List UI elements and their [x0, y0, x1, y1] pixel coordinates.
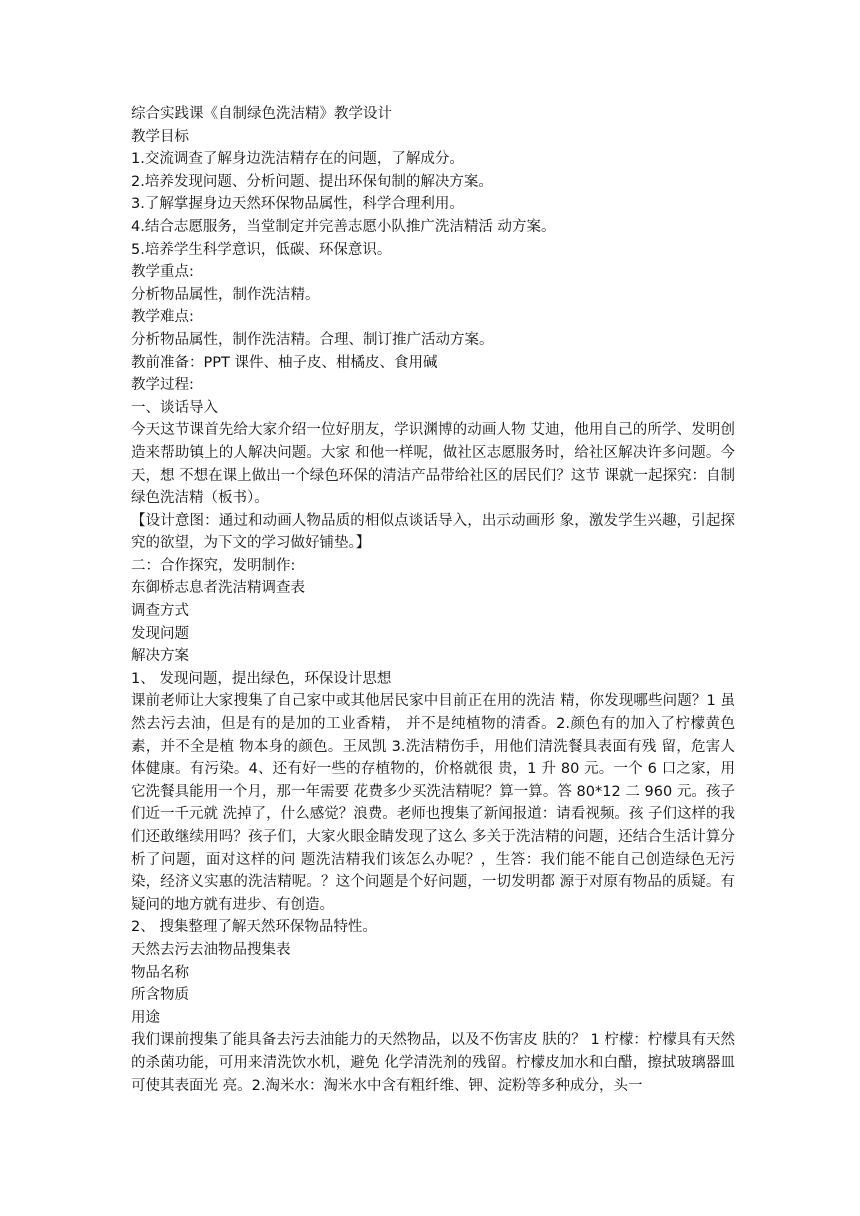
document-title: 综合实践课《自制绿色洗洁精》教学设计 [131, 106, 392, 122]
process-heading: 教学过程: [131, 377, 194, 394]
key-points-text: 分析物品属性，制作洗洁精。 [131, 286, 320, 303]
key-points-heading: 教学重点: [131, 264, 194, 281]
items-column-label: 所含物质 [131, 987, 189, 1004]
goal-item: 5.培养学生科学意识，低碳、环保意识。 [131, 241, 392, 258]
goal-item: 3.了解掌握身边天然环保物品属性，科学合理利用。 [131, 196, 464, 213]
section-heading: 一、谈话导入 [131, 399, 218, 416]
items-column-label: 物品名称 [131, 964, 189, 981]
goal-item: 1.交流调查了解身边洗洁精存在的问题，了解成分。 [131, 151, 464, 168]
survey-column-label: 发现问题 [131, 625, 189, 642]
difficulty-text: 分析物品属性，制作洗洁精。合理、制订推广活动方案。 [131, 331, 494, 348]
goals-heading: 教学目标 [131, 128, 189, 145]
step1-paragraph: 课前老师让大家搜集了自己家中或其他居民家中目前正在用的洗洁 精，你发现哪些问题？1 虽然去污去油，但是有的是加的工业香精， 并不是纯植物的清香。2.颜色有的加入了柠檬黄色素，并不全是植 物本身的颜色。王凤凯 3.洗洁精伤手，用他们清洗餐具表面有残 留，危害人体健康。有污染。4、还有好一些的存植物的，价格就很 贵，1 升 80 元。一个 6 口之家，用它洗餐具能用一个月，那一年需要 花费多少买洗洁精呢？算一算。答 80*12 二 960 元。孩子们近一千元就 洗掉了，什么感觉？浪费。老师也搜集了新闻报道：请看视频。孩 子们这样的我们还敢继续用吗？孩子们，大家火眼金睛发现了这么 多关于洗洁精的问题，还结合生活计算分析了问题，面对这样的问 题洗洁精我们该怎么办呢？，生答：我们能不能自己创造绿色无污 染，经济义实惠的洗洁精呢。？这个问题是个好问题，一切发明都 源于对原有物品的质疑。有疑问的地方就有进步、有创造。 [131, 693, 735, 913]
items-column-label: 用途 [131, 1009, 160, 1026]
step2-paragraph: 我们课前搜集了能具备去污去油能力的天然物品，以及不伤害皮 肤的？ 1 柠檬：柠檬具有天然的杀菌功能，可用来清洗饮水机，避免 化学清洗剂的残留。柠檬皮加水和白醋，擦拭玻璃器皿可使其表面光 亮。2.淘米水：淘米水中含有粗纤维、钾、淀粉等多种成分，头一 [131, 1032, 735, 1094]
difficulty-heading: 教学难点: [131, 309, 194, 326]
goal-item: 4.结合志愿服务，当堂制定并完善志愿小队推广洗洁精活 动方案。 [131, 218, 556, 235]
document-page [131, 103, 735, 1097]
step-heading: 1、 发现问题，提出绿色，环保设计思想 [131, 670, 392, 687]
design-intent-note: 【设计意图：通过和动画人物品质的相似点谈话导入，出示动画形 象，激发学生兴趣，引起探究的欲望，为下文的学习做好铺垫。】 [131, 512, 735, 552]
preparation-text: 教前准备：PPT 课件、柚子皮、柑橘皮、食用碱 [131, 354, 438, 371]
intro-paragraph: 今天这节课首先给大家介绍一位好朋友，学识渊博的动画人物 艾迪，他用自己的所学、发明创造来帮助镇上的人解决问题。大家 和他一样呢，做社区志愿服务时，给社区解决许多问题。今天，想 不想在课上做出一个绿色环保的清洁产品带给社区的居民们？这节 课就一起探究：自制绿色洗洁精（板书）。 [131, 422, 735, 507]
survey-column-label: 解决方案 [131, 648, 189, 665]
section-heading: 二：合作探究，发明制作: [131, 557, 296, 574]
step-heading: 2、 搜集整理了解天然环保物品特性。 [131, 919, 377, 936]
goal-item: 2.培养发现问题、分析问题、提出环保旬制的解决方案。 [131, 173, 493, 190]
items-table-title: 天然去污去油物品搜集表 [131, 941, 291, 958]
survey-column-label: 调查方式 [131, 603, 189, 620]
survey-table-title: 东御桥志息者洗洁精调查表 [131, 580, 305, 597]
